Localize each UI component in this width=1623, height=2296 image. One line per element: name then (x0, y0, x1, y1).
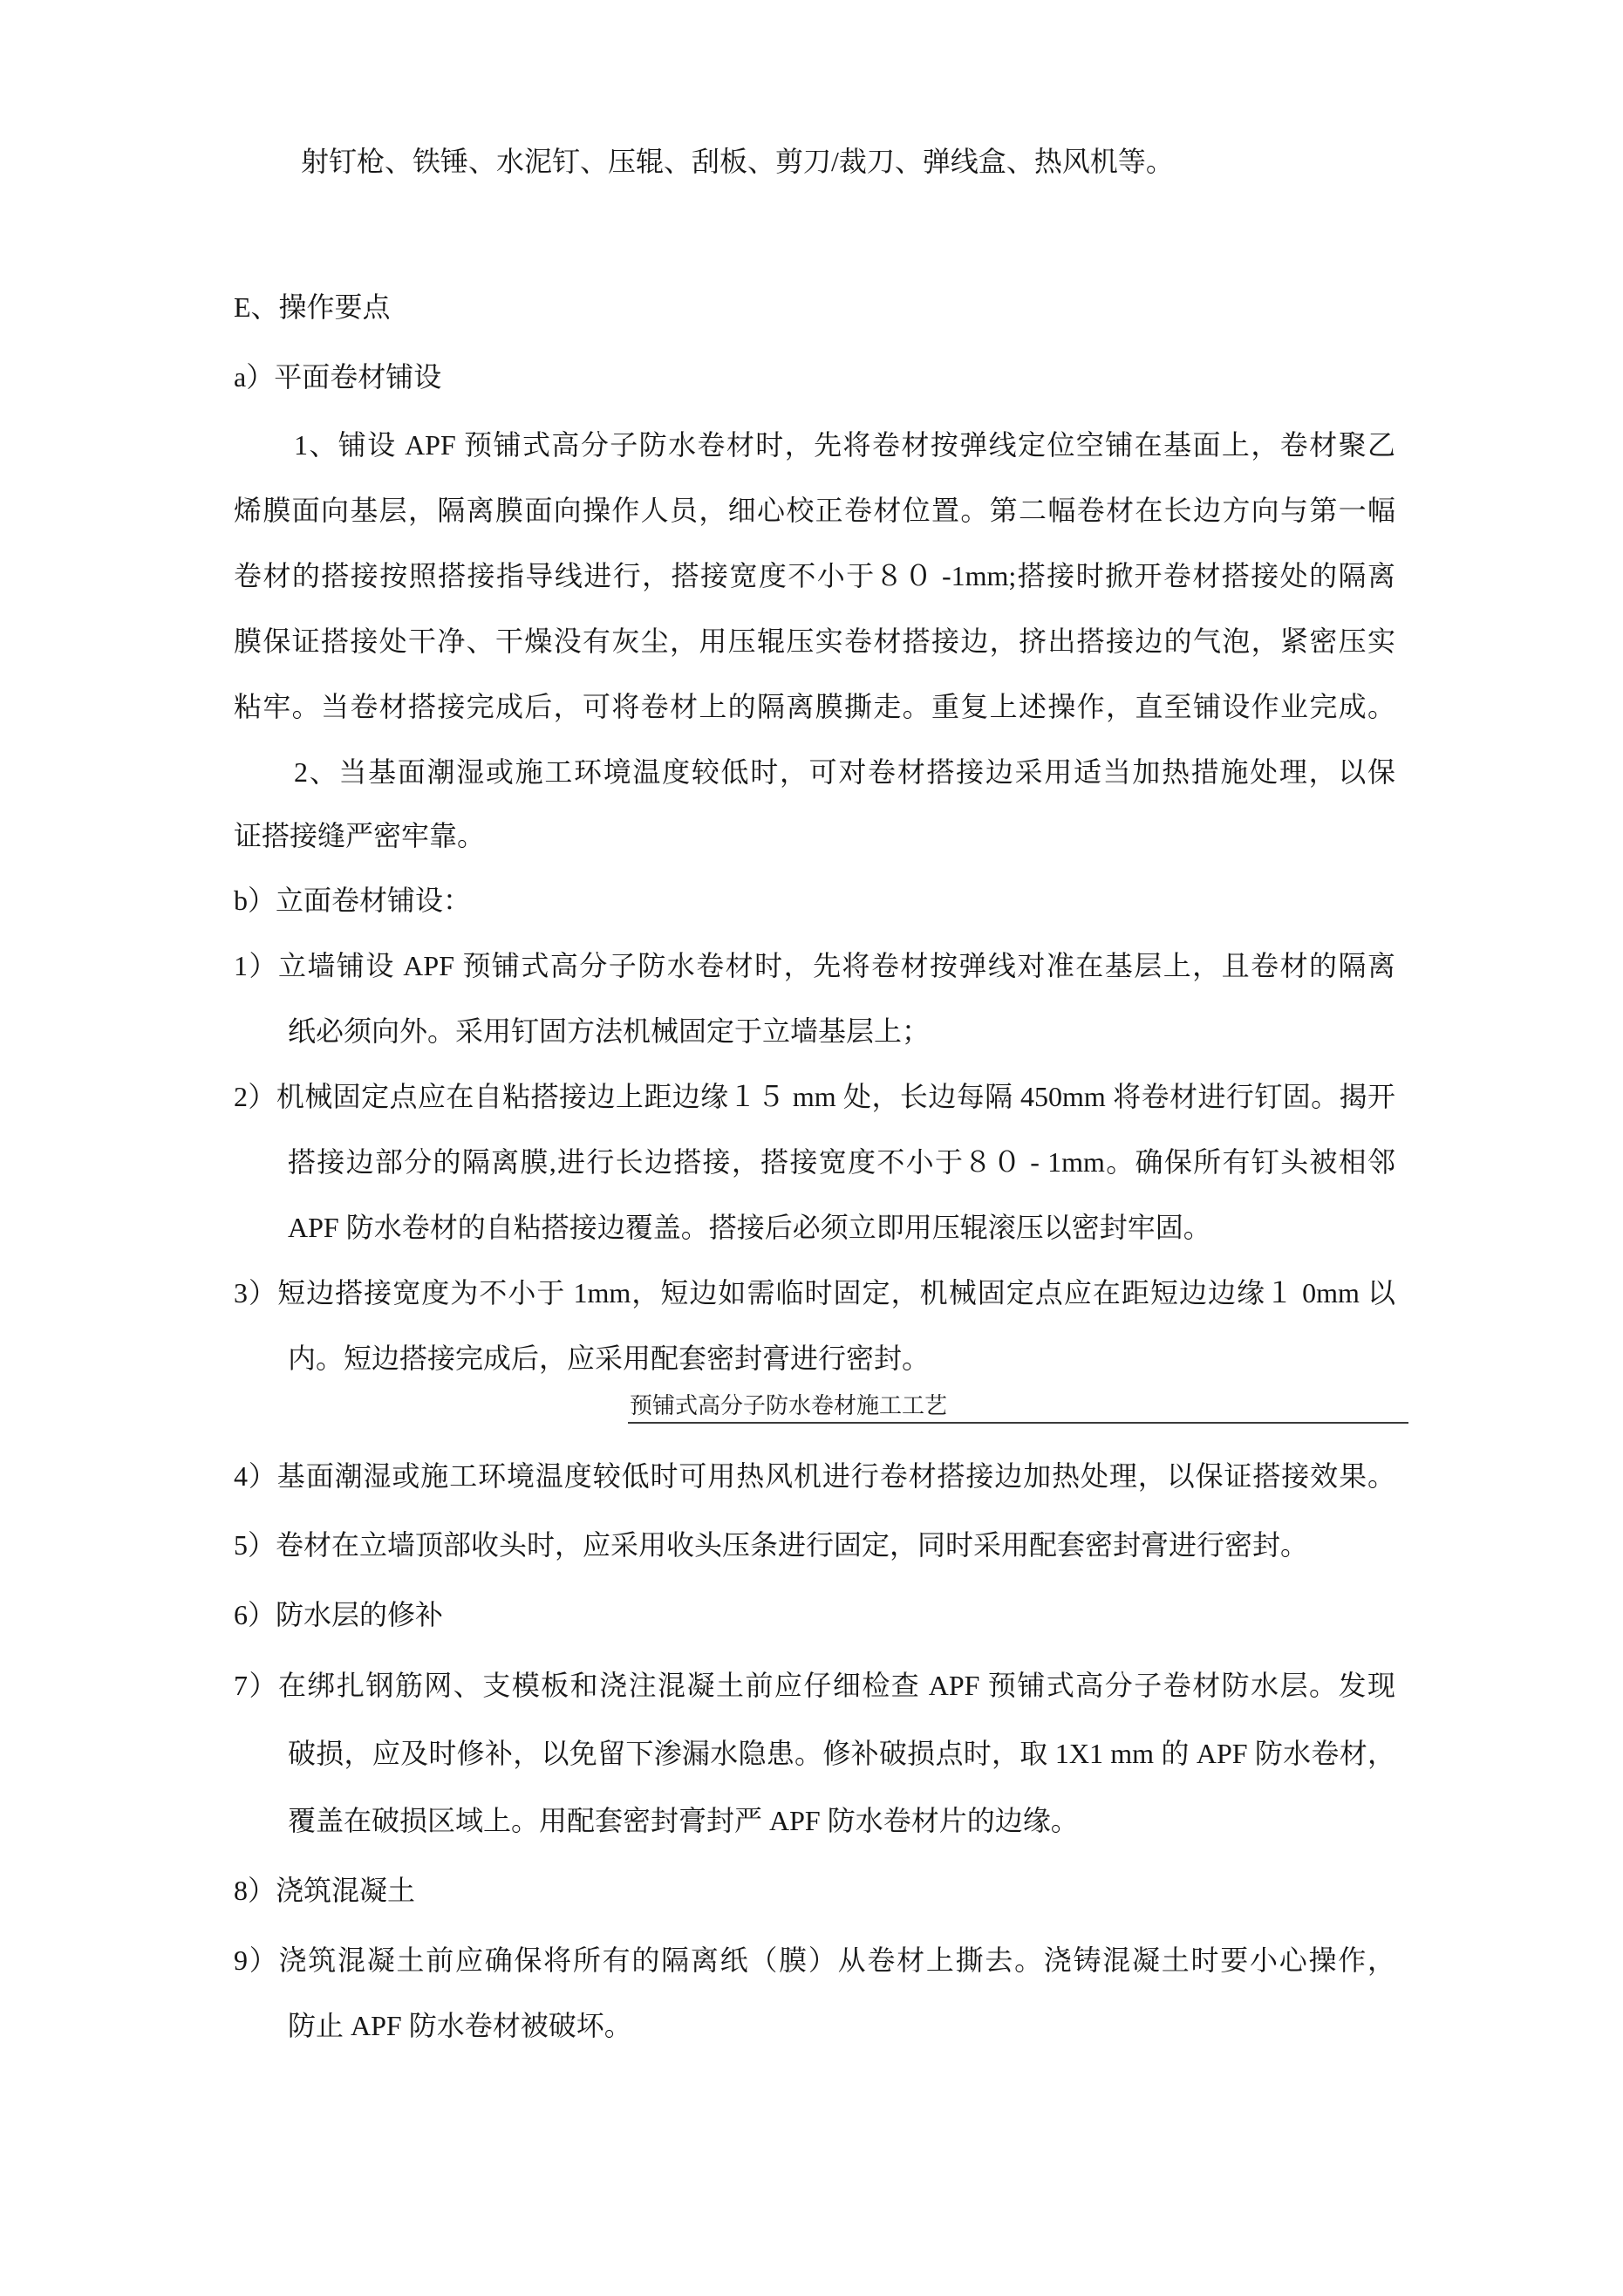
list-item-line: 4）基面潮湿或施工环境温度较低时可用热风机进行卷材搭接边加热处理，以保证搭接效果。 (234, 1460, 1395, 1492)
list-item-line: 破损，应及时修补，以免留下渗漏水隐患。修补破损点时，取 1X1 mm 的 APF 防水卷材， (288, 1738, 1395, 1769)
list-item-line: 内。短边搭接完成后，应采用配套密封膏进行密封。 (288, 1343, 931, 1374)
tools-line: 射钉枪、铁锤、水泥钉、压辊、刮板、剪刀/裁刀、弹线盒、热风机等。 (301, 146, 1174, 177)
subsection-heading: b）立面卷材铺设： (234, 885, 472, 916)
running-header: 预铺式高分子防水卷材施工工艺 (630, 1393, 948, 1418)
paragraph-line: 卷材的搭接按照搭接指导线进行，搭接宽度不小于８０ -1mm;搭接时掀开卷材搭接处的隔离 (234, 560, 1395, 591)
list-item-line: 9）浇筑混凝土前应确保将所有的隔离纸（膜）从卷材上撕去。浇铸混凝土时要小心操作， (234, 1944, 1395, 1976)
paragraph-line: 粘牢。当卷材搭接完成后，可将卷材上的隔离膜撕走。重复上述操作，直至铺设作业完成。 (234, 691, 1395, 722)
list-item-line: 8）浇筑混凝土 (234, 1875, 416, 1906)
list-item-line: 2）机械固定点应在自粘搭接边上距边缘１５ mm 处，长边每隔 450mm 将卷材进行钉固。揭开 (234, 1081, 1395, 1112)
header-rule (628, 1422, 1408, 1424)
paragraph-line: 烯膜面向基层，隔离膜面向操作人员，细心校正卷材位置。第二幅卷材在长边方向与第一幅 (234, 495, 1395, 526)
list-item-line: 纸必须向外。采用钉固方法机械固定于立墙基层上； (288, 1015, 931, 1047)
list-item-line: 5）卷材在立墙顶部收头时，应采用收头压条进行固定，同时采用配套密封膏进行密封。 (234, 1529, 1309, 1561)
paragraph-line: 1、铺设 APF 预铺式高分子防水卷材时，先将卷材按弹线定位空铺在基面上，卷材聚乙 (294, 429, 1395, 461)
list-item-line: 搭接边部分的隔离膜,进行长边搭接，搭接宽度不小于８０ - 1mm。确保所有钉头被相邻 (288, 1146, 1395, 1178)
paragraph-line: 证搭接缝严密牢靠。 (234, 820, 486, 851)
section-heading: E、操作要点 (234, 291, 391, 323)
list-item-line: 1）立墙铺设 APF 预铺式高分子防水卷材时，先将卷材按弹线对准在基层上，且卷材的隔离 (234, 950, 1395, 981)
paragraph-line: 膜保证搭接处干净、干燥没有灰尘，用压辊压实卷材搭接边，挤出搭接边的气泡，紧密压实 (234, 625, 1395, 657)
subsection-heading: a）平面卷材铺设 (234, 361, 442, 393)
list-item-line: 6）防水层的修补 (234, 1599, 444, 1630)
list-item-line: 覆盖在破损区域上。用配套密封膏封严 APF 防水卷材片的边缘。 (288, 1805, 1079, 1836)
paragraph-line: 2、当基面潮湿或施工环境温度较低时，可对卷材搭接边采用适当加热措施处理，以保 (294, 756, 1395, 788)
list-item-line: 7）在绑扎钢筋网、支模板和浇注混凝土前应仔细检查 APF 预铺式高分子卷材防水层。发现 (234, 1670, 1395, 1701)
list-item-line: 3）短边搭接宽度为不小于 1mm，短边如需临时固定，机械固定点应在距短边边缘１ 0mm 以 (234, 1277, 1395, 1309)
list-item-line: 防止 APF 防水卷材被破坏。 (288, 2010, 632, 2041)
list-item-line: APF 防水卷材的自粘搭接边覆盖。搭接后必须立即用压辊滚压以密封牢固。 (288, 1212, 1211, 1243)
